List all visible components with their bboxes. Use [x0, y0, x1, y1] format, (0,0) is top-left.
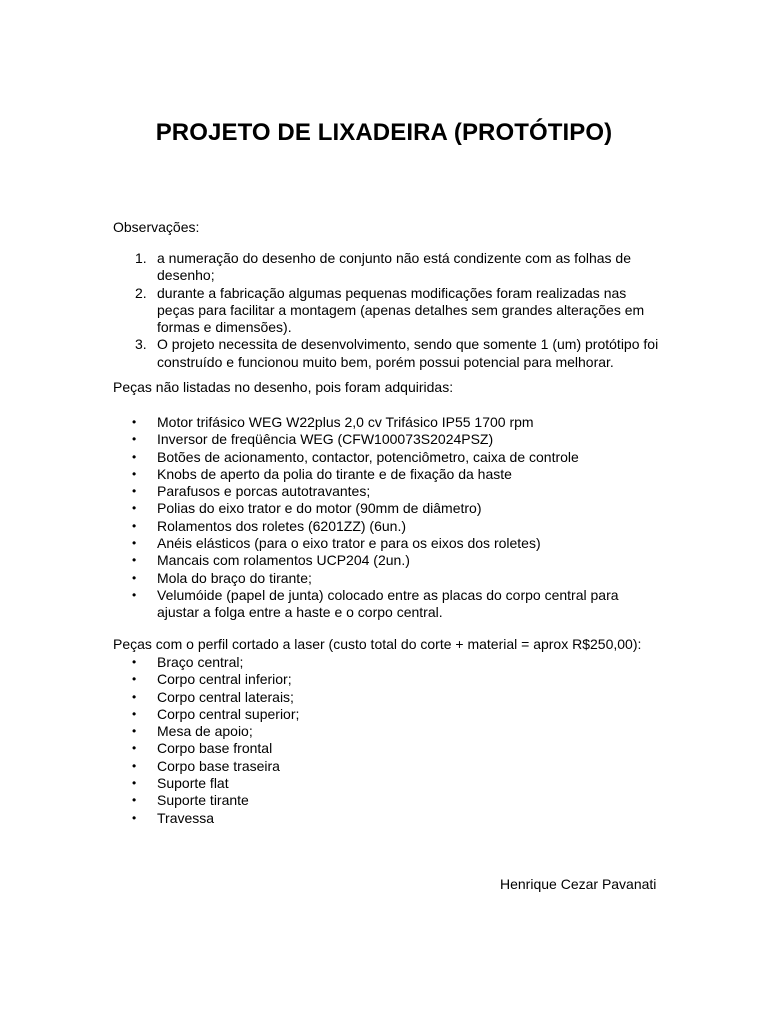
bullet-icon: • — [132, 553, 137, 568]
bullet-icon: • — [132, 672, 137, 687]
list-item-text: Suporte flat — [157, 775, 229, 792]
list-item — [132, 552, 657, 569]
bullet-icon: • — [132, 793, 137, 808]
bullet-icon: • — [132, 706, 137, 721]
list-item-text: Braço central; — [157, 654, 244, 670]
purchased-parts-list — [132, 414, 657, 622]
bullet-icon: • — [132, 810, 137, 825]
list-item-text: Corpo central superior; — [157, 705, 300, 722]
observation-item — [135, 336, 667, 371]
observation-number: 1. — [135, 250, 147, 266]
list-item — [132, 414, 657, 431]
list-item-text: Botões de acionamento, contactor, potenciômetro, caixa de controle — [157, 448, 579, 465]
list-item-text: Corpo central inferior; — [157, 671, 292, 688]
list-item-text: Polias do eixo trator e do motor (90mm de diâmetro) — [157, 500, 482, 517]
list-item — [132, 740, 657, 757]
list-item — [132, 586, 657, 622]
list-item — [132, 569, 657, 587]
bullet-icon: • — [132, 570, 137, 585]
list-item — [132, 431, 657, 448]
list-item-text: Suporte tirante — [157, 792, 249, 809]
list-item-text: Knobs de aperto da polia do tirante e de fixação da haste — [157, 465, 512, 482]
list-item — [132, 654, 657, 671]
list-item-text: Motor trifásico WEG W22plus 2,0 cv Trifásico IP55 1700 rpm — [157, 414, 534, 430]
observations-label: Observações: — [113, 219, 200, 235]
list-item — [132, 809, 657, 827]
observation-item — [135, 284, 667, 337]
list-item — [132, 465, 657, 483]
bullet-icon: • — [132, 689, 137, 704]
observation-number: 2. — [135, 284, 147, 301]
observation-item — [135, 250, 667, 285]
list-item — [132, 500, 657, 517]
bullet-icon: • — [132, 655, 137, 669]
list-item-text: Anéis elásticos (para o eixo trator e para os eixos dos roletes) — [157, 535, 541, 552]
author-signature: Henrique Cezar Pavanati — [500, 876, 657, 892]
list-item — [132, 792, 657, 809]
list-item — [132, 535, 657, 552]
bullet-icon: • — [132, 501, 137, 516]
list-item-text: Velumóide (papel de junta) colocado entre as placas do corpo central para ajustar a folga entre a haste e o corpo central. — [157, 586, 619, 621]
bullet-icon: • — [132, 484, 137, 499]
list-item — [132, 775, 657, 792]
list-item-text: Parafusos e porcas autotravantes; — [157, 483, 371, 500]
list-item — [132, 448, 657, 466]
bullet-icon: • — [132, 518, 137, 533]
list-item-text: Corpo base frontal — [157, 740, 273, 757]
list-item — [132, 517, 657, 535]
laser-parts-label: Peças com o perfil cortado a laser (custo total do corte + material = aprox R$250,00): — [113, 636, 642, 652]
bullet-icon: • — [132, 536, 137, 551]
list-item — [132, 723, 657, 740]
list-item — [132, 705, 657, 723]
bullet-icon: • — [132, 449, 137, 464]
list-item — [132, 671, 657, 688]
list-item-text: Mola do braço do tirante; — [157, 569, 312, 586]
list-item-text: Mesa de apoio; — [157, 723, 253, 740]
bullet-icon: • — [132, 587, 137, 602]
list-item-text: Travessa — [157, 809, 215, 826]
observation-text: durante a fabricação algumas pequenas modificações foram realizadas nas peças para facilitar a montagem (apenas detalhes sem grandes alterações em formas e dimensões). — [157, 284, 645, 336]
list-item-text: Inversor de freqüência WEG (CFW100073S2024PSZ) — [157, 431, 494, 448]
list-item — [132, 483, 657, 500]
list-item — [132, 688, 657, 706]
list-item-text: Corpo central laterais; — [157, 688, 294, 705]
list-item-text: Rolamentos dos roletes (6201ZZ) (6un.) — [157, 517, 406, 534]
observations-list — [135, 250, 667, 371]
bullet-icon: • — [132, 741, 137, 756]
bullet-icon: • — [132, 758, 137, 773]
bullet-icon: • — [132, 432, 137, 447]
document-title: PROJETO DE LIXADEIRA (PROTÓTIPO) — [155, 119, 613, 146]
observation-text: O projeto necessita de desenvolvimento, sendo que somente 1 (um) protótipo foi construído e funcionou muito bem, porém possui potencial para melhorar. — [157, 336, 659, 370]
list-item — [132, 757, 657, 775]
bullet-icon: • — [132, 415, 137, 429]
bullet-icon: • — [132, 776, 137, 791]
observation-number: 3. — [135, 336, 147, 353]
bullet-icon: • — [132, 724, 137, 739]
list-item-text: Corpo base traseira — [157, 757, 280, 774]
observation-text: a numeração do desenho de conjunto não está condizente com as folhas de desenho; — [157, 250, 631, 284]
laser-parts-list — [132, 654, 657, 827]
list-item-text: Mancais com rolamentos UCP204 (2un.) — [157, 552, 410, 569]
bullet-icon: • — [132, 466, 137, 481]
purchased-parts-label: Peças não listadas no desenho, pois foram adquiridas: — [113, 379, 454, 395]
